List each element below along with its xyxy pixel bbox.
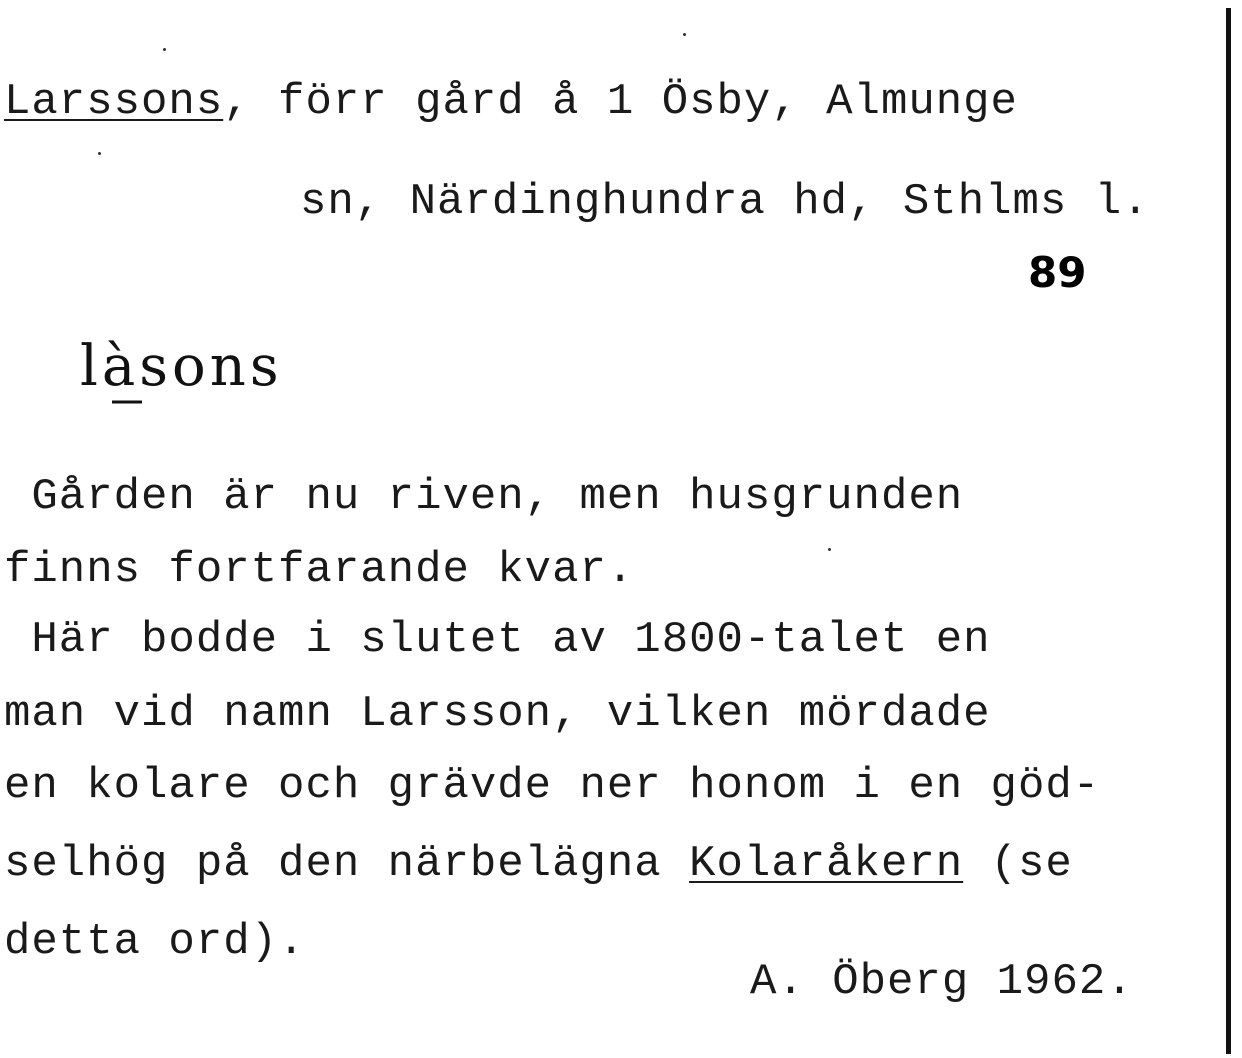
speck <box>163 48 166 51</box>
body-line-7: detta ord). <box>4 917 306 967</box>
body-line-6 <box>4 839 1073 889</box>
place-name: Larssons <box>4 77 224 127</box>
heading-line-1 <box>4 77 1018 127</box>
pronunciation-text: làsons <box>80 334 283 399</box>
heading-description: , förr gård å 1 Ösby, Almunge <box>223 77 1018 127</box>
handwritten-pronunciation <box>70 300 330 420</box>
speck <box>683 33 686 36</box>
body-line-6-text: selhög på den närbelägna <box>4 839 690 889</box>
cross-reference-kolarakern: Kolaråkern <box>689 839 964 889</box>
speck <box>828 548 831 551</box>
body-line-3: Här bodde i slutet av 1800-talet en <box>4 615 991 665</box>
heading-line-2: sn, Närdinghundra hd, Sthlms l. <box>300 177 1150 227</box>
body-line-2: finns fortfarande kvar. <box>4 545 635 595</box>
card-number: 89 <box>1028 248 1087 297</box>
signature: A. Öberg 1962. <box>750 957 1134 1007</box>
body-line-5: en kolare och grävde ner honom i en göd- <box>4 761 1101 811</box>
body-line-1: Gården är nu riven, men husgrunden <box>4 472 964 522</box>
card-edge <box>1226 8 1231 1054</box>
body-line-4: man vid namn Larsson, vilken mördade <box>4 689 991 739</box>
body-line-6-end: (se <box>963 839 1073 889</box>
speck <box>98 152 101 155</box>
